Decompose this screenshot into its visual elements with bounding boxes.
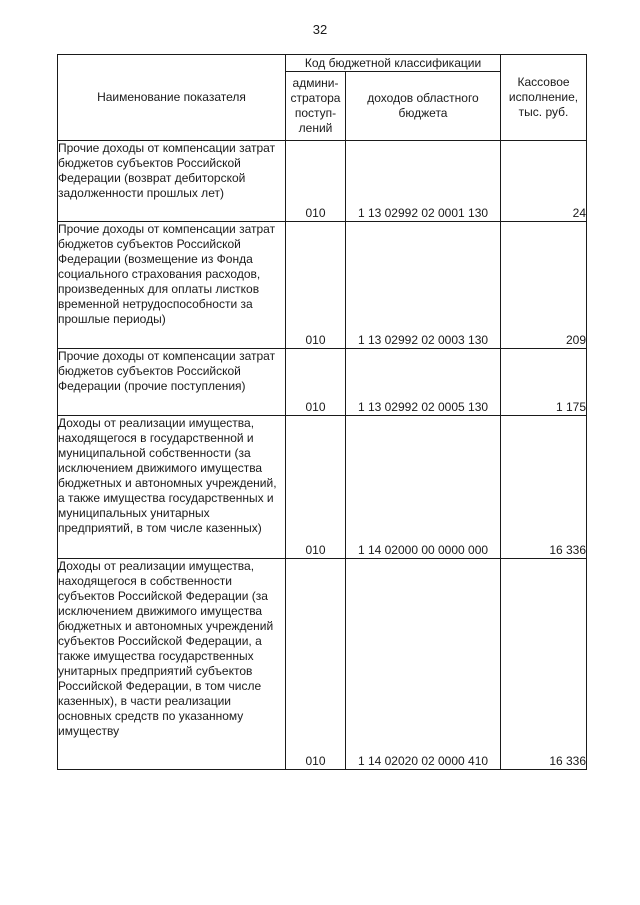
header-name: Наименование показателя [58, 55, 286, 141]
row-amount: 1 175 [501, 349, 587, 416]
row-name: Прочие доходы от компенсации затрат бюджетов субъектов Российской Федерации (прочие поступления) [58, 349, 286, 416]
row-admin-code: 010 [286, 559, 346, 770]
row-name: Доходы от реализации имущества, находящегося в собственности субъектов Российской Федерации (за исключением движимого имущества бюджетных и автономных учреждений субъектов Российской Федерации, а также имущества государственных унитарных предприятий субъектов Российской Федерации, в том числе казенных), в части реализации основных средств по указанному имуществу [58, 559, 286, 770]
row-income-code: 1 14 02000 00 0000 000 [346, 416, 501, 559]
header-row-top [58, 55, 587, 72]
page-number: 32 [312, 22, 328, 37]
header-code-group: Код бюджетной классификации [286, 55, 501, 72]
header-income: доходов областного бюджета [346, 72, 501, 141]
row-amount: 16 336 [501, 416, 587, 559]
row-admin-code: 010 [286, 141, 346, 222]
row-admin-code: 010 [286, 349, 346, 416]
table-row [58, 141, 587, 222]
row-amount: 209 [501, 222, 587, 349]
table-row [58, 559, 587, 770]
row-income-code: 1 13 02992 02 0003 130 [346, 222, 501, 349]
row-name: Прочие доходы от компенсации затрат бюджетов субъектов Российской Федерации (возмещение из Фонда социального страхования расходов, произведенных для оплаты листков временной нетрудоспособности за прошлые периоды) [58, 222, 286, 349]
table-row [58, 416, 587, 559]
row-admin-code: 010 [286, 416, 346, 559]
table-row [58, 349, 587, 416]
row-name: Доходы от реализации имущества, находящегося в государственной и муниципальной собственности (за исключением движимого имущества бюджетных и автономных учреждений, а также имущества государственных и муниципальных унитарных предприятий, в том числе казенных) [58, 416, 286, 559]
row-income-code: 1 13 02992 02 0001 130 [346, 141, 501, 222]
row-admin-code: 010 [286, 222, 346, 349]
row-income-code: 1 14 02020 02 0000 410 [346, 559, 501, 770]
row-amount: 24 [501, 141, 587, 222]
header-cash: Кассовое исполнение, тыс. руб. [501, 55, 587, 141]
budget-table [57, 54, 587, 770]
header-admin: админи- стратора поступ- лений [286, 72, 346, 141]
row-income-code: 1 13 02992 02 0005 130 [346, 349, 501, 416]
row-name: Прочие доходы от компенсации затрат бюджетов субъектов Российской Федерации (возврат дебиторской задолженности прошлых лет) [58, 141, 286, 222]
table-row [58, 222, 587, 349]
row-amount: 16 336 [501, 559, 587, 770]
